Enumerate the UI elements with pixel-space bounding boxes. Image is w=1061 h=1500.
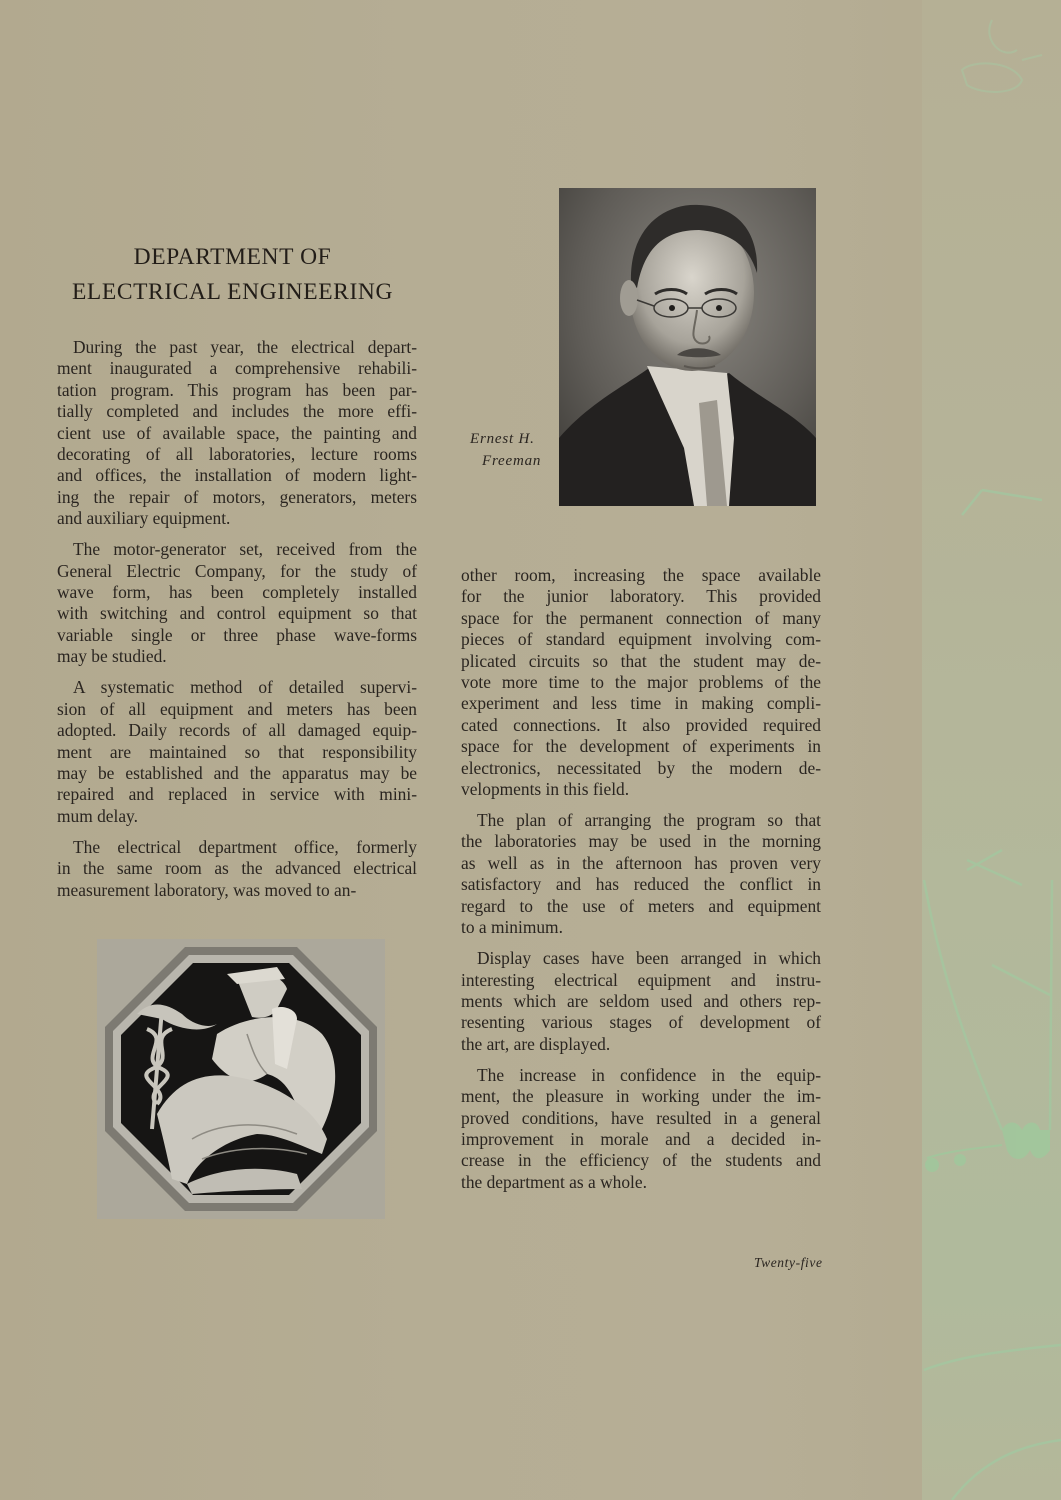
text-line: and offices, the installation of modern light-: [57, 465, 417, 486]
text-line: may be studied.: [57, 646, 167, 667]
text-line: cated connections. It also provided required: [461, 714, 821, 735]
text-line: vote more time to the major problems of the: [461, 672, 821, 693]
page-number: Twenty-five: [754, 1255, 823, 1270]
text-line: improvement in morale and a decided in-: [461, 1128, 821, 1149]
text-line: as well as in the afternoon has proven very: [461, 852, 821, 873]
text-line: ment are maintained so that responsibility: [57, 741, 417, 762]
text-line: resenting various stages of development of: [461, 1012, 821, 1033]
text-line: The motor-generator set, received from the: [73, 539, 417, 560]
text-line: and auxiliary equipment.: [57, 508, 231, 529]
caption-line-2: Freeman: [482, 453, 542, 469]
portrait-caption: [470, 428, 541, 472]
text-line: experiment and less time in making compli-: [461, 693, 821, 714]
text-line: may be established and the apparatus may be: [57, 762, 417, 783]
paragraph: [461, 1065, 821, 1193]
text-line: A systematic method of detailed supervi-: [73, 677, 417, 698]
text-line: plicated circuits so that the student may de-: [461, 650, 821, 671]
text-line: interesting electrical equipment and instru-: [461, 969, 821, 990]
text-line: proved conditions, have resulted in a general: [461, 1107, 821, 1128]
left-column-text: [57, 337, 417, 911]
text-line: for the junior laboratory. This provided: [461, 586, 821, 607]
portrait-photo: [559, 188, 816, 506]
text-line: ing the repair of motors, generators, meters: [57, 486, 417, 507]
paragraph: [57, 337, 417, 530]
text-line: regard to the use of meters and equipment: [461, 895, 821, 916]
text-line: to a minimum.: [461, 917, 563, 938]
text-line: with switching and control equipment so that: [57, 603, 417, 624]
text-line: velopments in this field.: [461, 779, 630, 800]
text-line: mum delay.: [57, 805, 138, 826]
margin-ornament-strip: [922, 0, 1061, 1500]
text-line: adopted. Daily records of all damaged equip-: [57, 720, 417, 741]
paragraph: [461, 948, 821, 1055]
portrait-photo-icon: [559, 188, 816, 506]
mercury-relief-icon: [97, 939, 385, 1219]
text-line: tation program. This program has been par-: [57, 379, 417, 400]
text-line: During the past year, the electrical depart-: [73, 337, 417, 357]
text-line: pieces of standard equipment involving com-: [461, 629, 821, 650]
text-line: ments which are seldom used and others rep-: [461, 990, 821, 1011]
text-line: in the same room as the advanced electrical: [57, 858, 417, 879]
relief-image: [97, 939, 385, 1219]
text-line: decorating of all laboratories, lecture rooms: [57, 444, 417, 465]
text-line: satisfactory and has reduced the conflict in: [461, 874, 821, 895]
text-line: the department as a whole.: [461, 1171, 647, 1192]
text-line: the laboratories may be used in the morning: [461, 831, 821, 852]
right-column-text: [461, 565, 821, 1203]
text-line: measurement laboratory, was moved to an-: [57, 879, 357, 900]
text-line: space for the development of experiments in: [461, 736, 821, 757]
paragraph: [57, 539, 417, 667]
text-line: other room, increasing the space available: [461, 565, 821, 585]
text-line: General Electric Company, for the study of: [57, 560, 417, 581]
caption-line-1: Ernest H.: [470, 431, 535, 447]
margin-ornament-icon: [922, 0, 1061, 1500]
page-title: [50, 240, 415, 310]
text-line: Display cases have been arranged in which: [477, 948, 821, 969]
text-line: crease in the efficiency of the students and: [461, 1150, 821, 1171]
text-line: The increase in confidence in the equip-: [477, 1064, 821, 1085]
text-line: cient use of available space, the painting and: [57, 422, 417, 443]
text-line: ment inaugurated a comprehensive rehabili-: [57, 358, 417, 379]
title-line-2: ELECTRICAL ENGINEERING: [71, 278, 394, 305]
text-line: variable single or three phase wave-forms: [57, 624, 417, 645]
text-line: tially completed and includes the more effi-: [57, 401, 417, 422]
text-line: ment, the pleasure in working under the im-: [461, 1086, 821, 1107]
text-line: space for the permanent connection of many: [461, 607, 821, 628]
text-line: electronics, necessitated by the modern de-: [461, 757, 821, 778]
title-line-1: DEPARTMENT OF: [133, 243, 332, 270]
text-line: wave form, has been completely installed: [57, 582, 417, 603]
paragraph: [57, 837, 417, 901]
text-line: The plan of arranging the program so that: [477, 810, 821, 831]
text-line: sion of all equipment and meters has been: [57, 698, 417, 719]
text-line: The electrical department office, formerly: [73, 836, 417, 857]
paragraph: [57, 677, 417, 827]
text-line: the art, are displayed.: [461, 1033, 611, 1054]
paragraph: [461, 565, 821, 800]
text-line: repaired and replaced in service with mini-: [57, 784, 417, 805]
paragraph: [461, 810, 821, 938]
